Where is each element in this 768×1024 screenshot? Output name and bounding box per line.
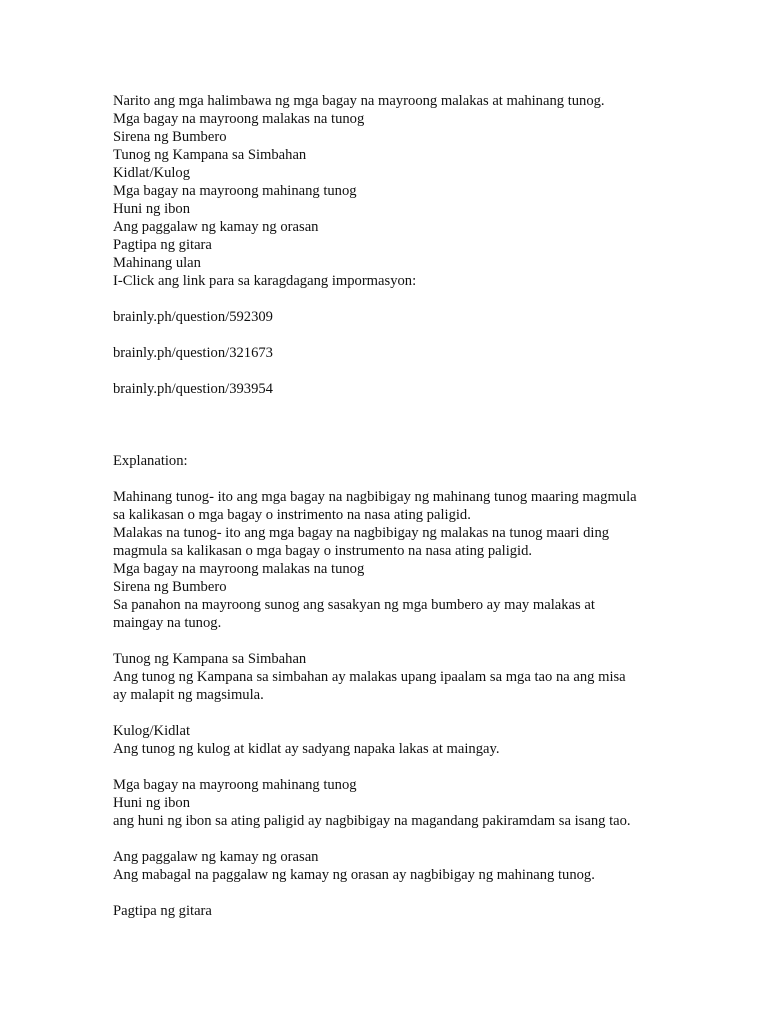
list-item: Tunog ng Kampana sa Simbahan (113, 147, 307, 163)
list-item: Ang paggalaw ng kamay ng orasan (113, 219, 319, 235)
paragraph-line: Ang tunog ng kulog at kidlat ay sadyang napaka lakas at maingay. (113, 741, 500, 757)
paragraph-line: Ang tunog ng Kampana sa simbahan ay malakas upang ipaalam sa mga tao na ang misa (113, 669, 626, 685)
paragraph-line: maingay na tunog. (113, 615, 222, 631)
list-item: Sirena ng Bumbero (113, 129, 227, 145)
paragraph-line: Mga bagay na mayroong malakas na tunog (113, 561, 365, 577)
list-item: Mahinang ulan (113, 255, 201, 271)
brainly-link[interactable]: brainly.ph/question/393954 (113, 381, 273, 397)
paragraph-line: Sirena ng Bumbero (113, 579, 227, 595)
explanation-heading: Explanation: (113, 453, 188, 469)
orasan-heading: Ang paggalaw ng kamay ng orasan (113, 849, 319, 865)
gitara-heading: Pagtipa ng gitara (113, 903, 212, 919)
paragraph-line: Malakas na tunog- ito ang mga bagay na nagbibigay ng malakas na tunog maari ding (113, 525, 610, 541)
intro-line: Narito ang mga halimbawa ng mga bagay na mayroong malakas at mahinang tunog. (113, 93, 605, 109)
paragraph-line: Mahinang tunog- ito ang mga bagay na nagbibigay ng mahinang tunog maaring magmula (113, 489, 637, 505)
list-item: Kidlat/Kulog (113, 165, 191, 181)
list-item: Huni ng ibon (113, 201, 191, 217)
paragraph-line: Ang mabagal na paggalaw ng kamay ng orasan ay nagbibigay ng mahinang tunog. (113, 867, 595, 883)
paragraph-line: ang huni ng ibon sa ating paligid ay nagbibigay na magandang pakiramdam sa isang tao. (113, 813, 631, 829)
huni-heading: Huni ng ibon (113, 795, 191, 811)
link-prompt: I-Click ang link para sa karagdagang impormasyon: (113, 273, 417, 289)
soft-heading: Mga bagay na mayroong mahinang tunog (113, 777, 357, 793)
paragraph-line: magmula sa kalikasan o mga bagay o instrumento na nasa ating paligid. (113, 543, 533, 559)
paragraph-line: Sa panahon na mayroong sunog ang sasakyan ng mga bumbero ay may malakas at (113, 597, 595, 613)
soft-heading: Mga bagay na mayroong mahinang tunog (113, 183, 357, 199)
brainly-link[interactable]: brainly.ph/question/321673 (113, 345, 273, 361)
paragraph-line: sa kalikasan o mga bagay o instrimento na nasa ating paligid. (113, 507, 471, 523)
brainly-link[interactable]: brainly.ph/question/592309 (113, 309, 273, 325)
document-body (113, 92, 713, 920)
list-item: Pagtipa ng gitara (113, 237, 212, 253)
paragraph-line: ay malapit ng magsimula. (113, 687, 264, 703)
loud-heading: Mga bagay na mayroong malakas na tunog (113, 111, 365, 127)
kampana-heading: Tunog ng Kampana sa Simbahan (113, 651, 307, 667)
kulog-heading: Kulog/Kidlat (113, 723, 191, 739)
